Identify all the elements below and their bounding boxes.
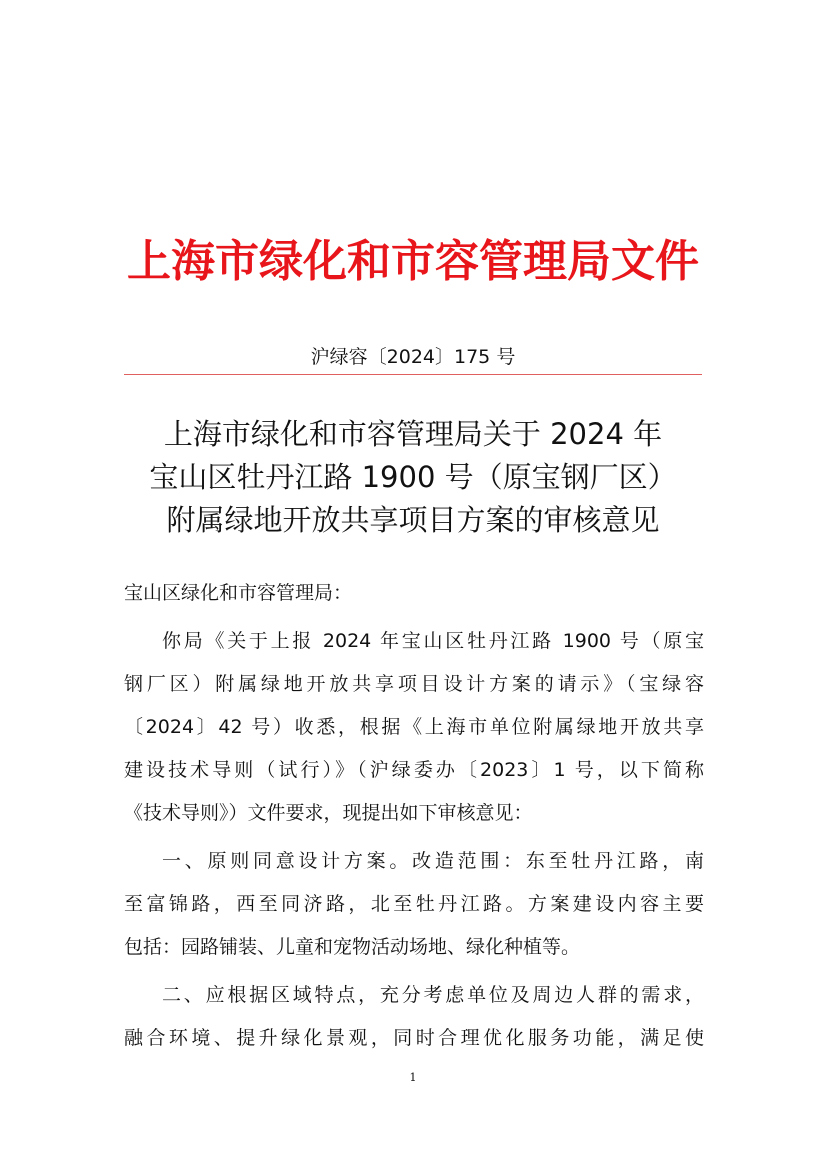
paragraph-line: 二、应根据区域特点，充分考虑单位及周边人群的需求， bbox=[162, 984, 704, 1006]
paragraph-request bbox=[124, 620, 704, 835]
paragraph-item-one bbox=[124, 840, 704, 969]
paragraph-line: 包括：园路铺装、儿童和宠物活动场地、绿化种植等。 bbox=[124, 936, 581, 958]
paragraph-line: 融合环境、提升绿化景观，同时合理优化服务功能，满足使 bbox=[124, 1027, 704, 1049]
paragraph-line: 〔2024〕42 号）收悉，根据《上海市单位附属绿地开放共享 bbox=[124, 716, 704, 738]
red-divider-line bbox=[124, 374, 702, 375]
paragraph-line: 一、原则同意设计方案。改造范围：东至牡丹江路，南 bbox=[162, 850, 704, 872]
paragraph-line: 钢厂区）附属绿地开放共享项目设计方案的请示》（宝绿容 bbox=[124, 673, 704, 695]
addressee: 宝山区绿化和市容管理局： bbox=[124, 582, 353, 604]
document-title-line: 上海市绿化和市容管理局关于 2024 年 bbox=[163, 417, 663, 451]
document-body bbox=[124, 572, 704, 1065]
document-title-line: 宝山区牡丹江路 1900 号（原宝钢厂区） bbox=[149, 460, 677, 494]
document-title-line: 附属绿地开放共享项目方案的审核意见 bbox=[166, 503, 660, 537]
paragraph-line: 至富锦路，西至同济路，北至牡丹江路。方案建设内容主要 bbox=[124, 893, 704, 915]
document-header-title: 上海市绿化和市容管理局文件 bbox=[127, 236, 699, 287]
paragraph-item-two bbox=[124, 974, 704, 1060]
paragraph-line: 你局《关于上报 2024 年宝山区牡丹江路 1900 号（原宝 bbox=[162, 630, 704, 652]
page-number: 1 bbox=[409, 1071, 417, 1084]
paragraph-line: 建设技术导则（试行）》（沪绿委办〔2023〕1 号，以下简称 bbox=[124, 759, 704, 781]
document-title bbox=[100, 413, 726, 542]
paragraph-line: 《技术导则》）文件要求，现提出如下审核意见： bbox=[124, 802, 533, 824]
document-number: 沪绿容〔2024〕175 号 bbox=[310, 346, 516, 368]
